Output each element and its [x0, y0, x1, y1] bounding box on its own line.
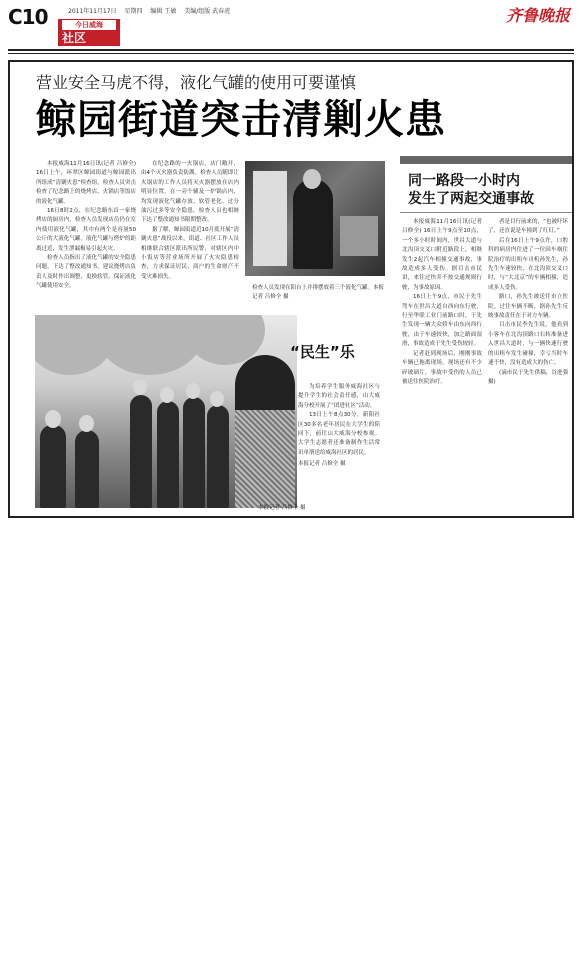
- inspection-photo: [245, 161, 385, 276]
- minsheng-text: [298, 383, 380, 470]
- inspection-photo-caption: 检查人员发现在阳台上并排摆放着三个液化气罐。本报记者 吕修全 摄: [252, 285, 385, 300]
- article-column-2: [141, 160, 239, 308]
- sidebar-paragraph: 记者赶到现场后，刚刚事故车辆已拖离现场，现场还有不少碎玻璃片，事故中受伤的人员已被送往医院治疗。: [402, 350, 482, 385]
- community-photo-caption: 本报记者 吕修全 摄: [258, 505, 306, 511]
- sidebar-paragraph: (滴市民于先生供稿，谷进强摄): [488, 369, 568, 385]
- sidebar-paragraph: 后在16日上午9点许，口腔科的病房内住进了一位因车祸住院治疗的出租车司机孙先生，孙先生车速较快，在北沟顶交叉口时，与“大北京”的车辆相撞，造成多人受伤。: [488, 237, 568, 291]
- sidebar-divider: [400, 212, 572, 213]
- issue-weekday: 星期四: [124, 8, 143, 15]
- article-paragraph: 在纪念路的一火锅店，店门敞开，由4个灭火器负责防護。检查人员随即让火锅店的工作人员将灭火器摆放在店内明显位置，在一旁个辅及一炉锅店内，均发现液化气罐存放、软管老化、过分油污过多等安全隐患，检查人员也相继下达了整改通知书限期整改。: [141, 161, 239, 224]
- header-meta: [68, 8, 236, 16]
- sidebar-title-line-2: 发生了两起交通事故: [408, 191, 534, 207]
- page-number: C10: [8, 5, 48, 29]
- article-paragraph: 16日8时2点，在纪念路东首一家烧烤店的厨房内，检查人员发现店员仍在室内使用液化气罐，其中有两个是容量50公斤的大液化气罐。液化气罐与烤炉的距离过近，发生泄漏极易引起火灾。: [36, 208, 136, 252]
- header-rule-thin: [8, 53, 574, 54]
- article-column-1: [36, 160, 136, 308]
- sidebar-bar: [400, 156, 572, 164]
- sidebar-paragraph: 路口，孙先生被送往市立医院。过往车辆不断，据孙先生反映事故责任在于对方车辆。: [488, 294, 568, 320]
- minsheng-paragraph: 13日上午8点30分，新阳社区30多名老年居民在大学生的陪同下，前往山大威海分校参观。大学生志愿者还准备制作生活常识单册送给威海社区的居民。: [298, 412, 380, 456]
- section-top-label: 今日威海: [62, 20, 116, 30]
- minsheng-title: “民生”乐: [290, 343, 355, 361]
- article-paragraph: 检查人员指出了液化气罐的安全隐患问题，下达了整改通知书，建议烧烤店负责人及时作出调整，更换软管，保证液化气罐使用安全。: [36, 255, 136, 290]
- newspaper-logo: 齐鲁晚报: [505, 6, 570, 25]
- sidebar-paragraph: 者是目行前来的，“也被吓坏了，还直说是车撞到了红灯。”: [488, 219, 568, 235]
- sidebar-story: [400, 156, 572, 516]
- section-tag: [58, 19, 120, 46]
- page-header: [8, 4, 574, 46]
- sidebar-paragraph: 本报威海11月16日讯(记者 吕修全) 16日上午9点至10点，一个多小时时间内，世昌大道与北沟顶交叉口附近路段上，相继发生2起汽车相撞交通事故，事故造成多人受伤。据目击市民讲，来往过快并不按交通规则行驶，为事故原因。: [402, 219, 482, 291]
- editor-credit: 编辑 王敏: [150, 8, 177, 15]
- sidebar-title-line-1: 同一路段一小时内: [408, 173, 520, 189]
- article-paragraph: 本报威海11月16日讯(记者 吕修全) 16日上午，环翠区鲸园街道与鲸园派出所组成“清剿火患”检查组，检查人员突击检查了纪念路上的烧烤店、火锅店等饭店的液化气罐。: [36, 161, 136, 205]
- sidebar-paragraph: 16日上午9点，市民于先生驾车在世昌大道自西向东行驶，行至华联工业门前路口时，于先生发现一辆大众轿车由东向西行驶，由于车速较快，加之路面湿滑，事故造成于先生受伤较轻。: [402, 294, 482, 348]
- article-subhead: 营业安全马虎不得，液化气罐的使用可要谨慎: [36, 73, 357, 92]
- community-photo: [35, 315, 297, 508]
- header-rule: [8, 49, 574, 51]
- sidebar-column-1: [402, 218, 482, 508]
- section-label: 社区: [62, 31, 87, 45]
- issue-date: 2011年11月17日: [68, 8, 117, 15]
- design-credit: 美编/组版 武春虎: [184, 8, 231, 15]
- sidebar-column-2: [488, 218, 568, 508]
- minsheng-byline: 本报记者 吕修全 摄: [298, 461, 346, 468]
- article-paragraph: 据了解，鲸园街道近10月底开展“清剿火患”战役以来，街道、社区工作人员相继联合辖区派出所民警，对辖区内中小饭店等营业场所开展了火灾隐患检查，力求保证居民、商户的生命财产不受灾难损失。: [141, 226, 239, 280]
- minsheng-paragraph: 为培养学生服务威海社区与提升学生的社会责任感，山大威海分校开展了“团进社区”活动。: [298, 384, 380, 409]
- sidebar-paragraph: 目击市民李先生说，他看到小客车在北沟顶路口右转准备进入世昌大道时，与一辆快速行驶的出租车发生碰撞，幸亏当时车速不快，没有造成大的伤亡。: [488, 322, 568, 367]
- article-headline: 鲸园街道突击清剿火患: [36, 97, 446, 143]
